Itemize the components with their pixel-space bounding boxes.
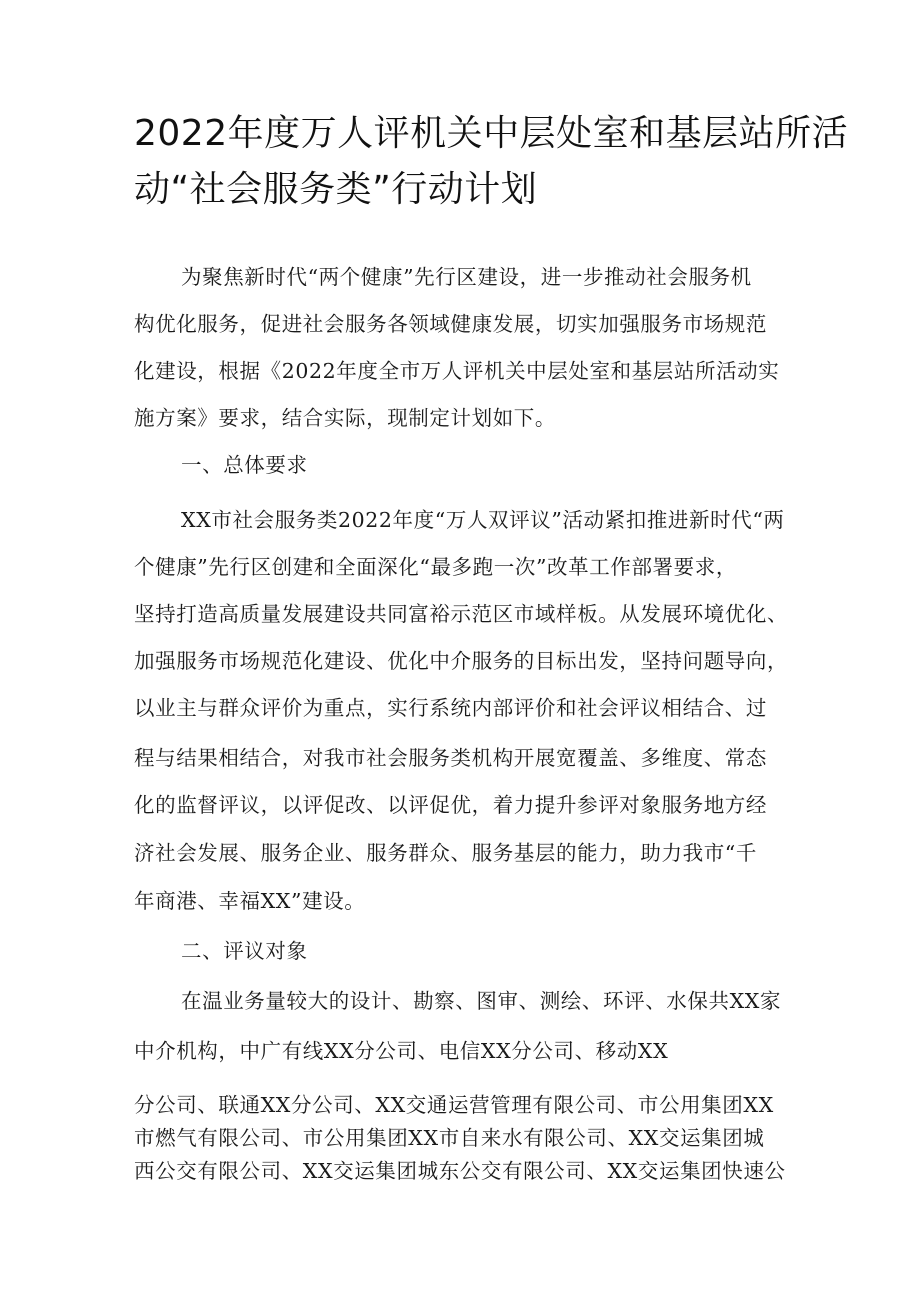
paragraph-line: 西公交有限公司、XX交运集团城东公交有限公司、XX交运集团快速公: [134, 1159, 786, 1183]
paragraph-line: 个健康”先行区创建和全面深化“最多跑一次”改革工作部署要求，: [134, 555, 737, 579]
paragraph-line: 化的监督评议，以评促改、以评促优，着力提升参评对象服务地方经: [134, 793, 767, 817]
paragraph-line: 在温业务量较大的设计、勘察、图审、测绘、环评、水保共XX家: [181, 989, 782, 1013]
paragraph-line: 中介机构，中广有线XX分公司、电信XX分公司、移动XX: [134, 1039, 669, 1063]
paragraph-line: 为聚焦新时代“两个健康”先行区建设，进一步推动社会服务机: [181, 265, 752, 289]
paragraph-line: 济社会发展、服务企业、服务群众、服务基层的能力，助力我市“千: [134, 841, 757, 865]
title-line-2: 动“社会服务类”行动计划: [134, 169, 538, 210]
paragraph-line: 施方案》要求，结合实际，现制定计划如下。: [134, 406, 556, 430]
paragraph-line: 分公司、联通XX分公司、XX交通运营管理有限公司、市公用集团XX: [134, 1093, 774, 1117]
paragraph-line: 程与结果相结合，对我市社会服务类机构开展宽覆盖、多维度、常态: [134, 746, 767, 770]
paragraph-line: 坚持打造高质量发展建设共同富裕示范区市域样板。从发展环境优化、: [134, 602, 789, 626]
section-heading: 二、评议对象: [181, 939, 308, 963]
paragraph-line: 加强服务市场规范化建设、优化中介服务的目标出发，坚持问题导向，: [134, 649, 789, 673]
paragraph-line: XX市社会服务类2022年度“万人双评议”活动紧扣推进新时代“两: [181, 508, 785, 532]
title-line-1: 2022年度万人评机关中层处室和基层站所活: [134, 113, 849, 154]
paragraph-line: 化建设，根据《2022年度全市万人评机关中层处室和基层站所活动实: [134, 359, 780, 383]
paragraph-line: 以业主与群众评价为重点，实行系统内部评价和社会评议相结合、过: [134, 696, 767, 720]
paragraph-line: 年商港、幸福XX”建设。: [134, 889, 366, 913]
document-title: [134, 106, 849, 218]
paragraph-line: 市燃气有限公司、市公用集团XX市自来水有限公司、XX交运集团城: [134, 1126, 765, 1150]
section-heading: 一、总体要求: [181, 453, 308, 477]
paragraph-line: 构优化服务，促进社会服务各领域健康发展，切实加强服务市场规范: [134, 312, 767, 336]
